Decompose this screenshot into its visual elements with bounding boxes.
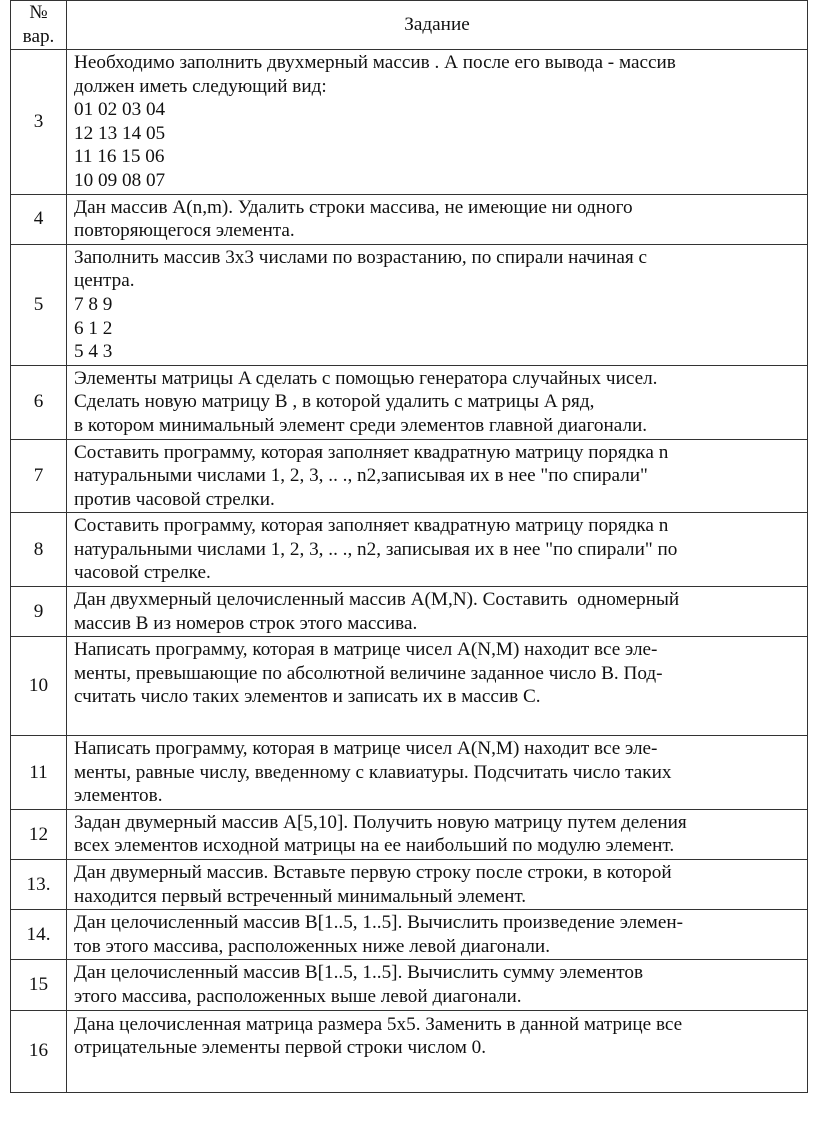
variant-number: 16 (11, 1010, 67, 1092)
task-line: 01 02 03 04 (74, 99, 166, 121)
task-line: менты, равные числу, введенному с клавиатуры. Подсчитать число таких (74, 761, 672, 783)
task-text (67, 365, 808, 439)
variant-number: 4 (11, 194, 67, 244)
table-row (11, 860, 808, 910)
header-num-line1: № (29, 2, 48, 24)
task-line: 5 4 3 (74, 341, 113, 363)
task-line: Дан целочисленный массив B[1..5, 1..5]. Вычислить произведение элемен- (74, 912, 683, 934)
task-line: натуральными числами 1, 2, 3, .. ., n2,записывая их в нее "по спирали" (74, 465, 648, 487)
variant-number: 14. (11, 910, 67, 960)
task-line: Дан двумерный массив. Вставьте первую строку после строки, в которой (74, 862, 672, 883)
task-line: 7 8 9 (74, 293, 113, 315)
variant-number: 3 (11, 50, 67, 195)
table-row (11, 587, 808, 637)
variant-number: 15 (11, 960, 67, 1010)
task-line: тов этого массива, расположенных ниже левой диагонали. (74, 935, 550, 957)
variant-number: 9 (11, 587, 67, 637)
task-line: Необходимо заполнить двухмерный массив . А после его вывода - массив (74, 52, 676, 73)
task-line: Составить программу, которая заполняет квадратную матрицу порядка n (74, 441, 669, 463)
task-line: 10 09 08 07 (74, 169, 166, 191)
table-row (11, 1010, 808, 1092)
table-row (11, 365, 808, 439)
task-line: Дана целочисленная матрица размера 5х5. Заменить в данной матрице все (74, 1013, 683, 1035)
variant-number: 7 (11, 439, 67, 513)
task-line: находится первый встреченный минимальный элемент. (74, 885, 527, 907)
task-text (67, 809, 808, 859)
table-row (11, 736, 808, 810)
task-text (67, 736, 808, 810)
table-row (11, 50, 808, 195)
variant-number: 13. (11, 860, 67, 910)
task-text (67, 587, 808, 637)
variant-number: 11 (11, 736, 67, 810)
variant-number-header (11, 1, 67, 50)
task-line: Составить программу, которая заполняет квадратную матрицу порядка n (74, 515, 669, 537)
task-line: Написать программу, которая в матрице чисел A(N,M) находит все эле- (74, 738, 658, 760)
task-line: центра. (74, 270, 135, 292)
task-line: против часовой стрелки. (74, 488, 275, 510)
task-line: Дан массив A(n,m). Удалить строки массива, не имеющие ни одного (74, 196, 633, 218)
task-line: Заполнить массив 3х3 числами по возрастанию, по спирали начиная с (74, 246, 648, 268)
table-row (11, 439, 808, 513)
header-num-line2: вар. (22, 26, 55, 47)
variant-number: 10 (11, 637, 67, 736)
task-line: отрицательные элементы первой строки числом 0. (74, 1037, 487, 1059)
task-line: в котором минимальный элемент среди элементов главной диагонали. (74, 414, 648, 436)
task-text (67, 513, 808, 587)
task-text (67, 860, 808, 910)
task-line: 12 13 14 05 (74, 122, 166, 144)
task-line: Дан двухмерный целочисленный массив A(M,N). Составить одномерный (74, 589, 680, 611)
task-text (67, 1010, 808, 1092)
task-line: всех элементов исходной матрицы на ее наибольший по модулю элемент. (74, 835, 675, 857)
task-line: 6 1 2 (74, 317, 113, 339)
table-row (11, 637, 808, 736)
task-line: должен иметь следующий вид: (74, 75, 327, 97)
table-row (11, 960, 808, 1010)
table-row (11, 910, 808, 960)
task-text (67, 244, 808, 365)
task-line: натуральными числами 1, 2, 3, .. ., n2, записывая их в нее "по спирали" по (74, 538, 678, 560)
task-line: Написать программу, которая в матрице чисел A(N,M) находит все эле- (74, 639, 658, 661)
task-line: часовой стрелке. (74, 562, 211, 584)
task-line: Элементы матрицы A сделать с помощью генератора случайных чисел. (74, 367, 658, 389)
task-line: этого массива, расположенных выше левой диагонали. (74, 985, 522, 1007)
variant-number: 6 (11, 365, 67, 439)
task-line: массив B из номеров строк этого массива. (74, 612, 418, 634)
task-header: Задание (67, 1, 808, 50)
task-line: Дан целочисленный массив B[1..5, 1..5]. Вычислить сумму элементов (74, 962, 644, 984)
variant-number: 8 (11, 513, 67, 587)
table-row (11, 194, 808, 244)
variant-number: 5 (11, 244, 67, 365)
task-line: Сделать новую матрицу B , в которой удалить с матрицы A ряд, (74, 391, 595, 413)
task-text (67, 194, 808, 244)
task-line: повторяющегося элемента. (74, 220, 295, 242)
task-line: менты, превышающие по абсолютной величине заданное число B. Под- (74, 662, 663, 684)
table-row (11, 809, 808, 859)
variant-number: 12 (11, 809, 67, 859)
task-text (67, 439, 808, 513)
task-line: Задан двумерный массив A[5,10]. Получить новую матрицу путем деления (74, 811, 687, 833)
task-text (67, 50, 808, 195)
task-line: 11 16 15 06 (74, 146, 165, 168)
table-row (11, 244, 808, 365)
task-rows (11, 50, 808, 1093)
table-row (11, 513, 808, 587)
task-line: считать число таких элементов и записать их в массив C. (74, 686, 541, 708)
task-text (67, 637, 808, 736)
task-table (10, 0, 808, 1093)
task-text (67, 960, 808, 1010)
header-row (11, 1, 808, 50)
task-line: элементов. (74, 785, 163, 807)
task-text (67, 910, 808, 960)
